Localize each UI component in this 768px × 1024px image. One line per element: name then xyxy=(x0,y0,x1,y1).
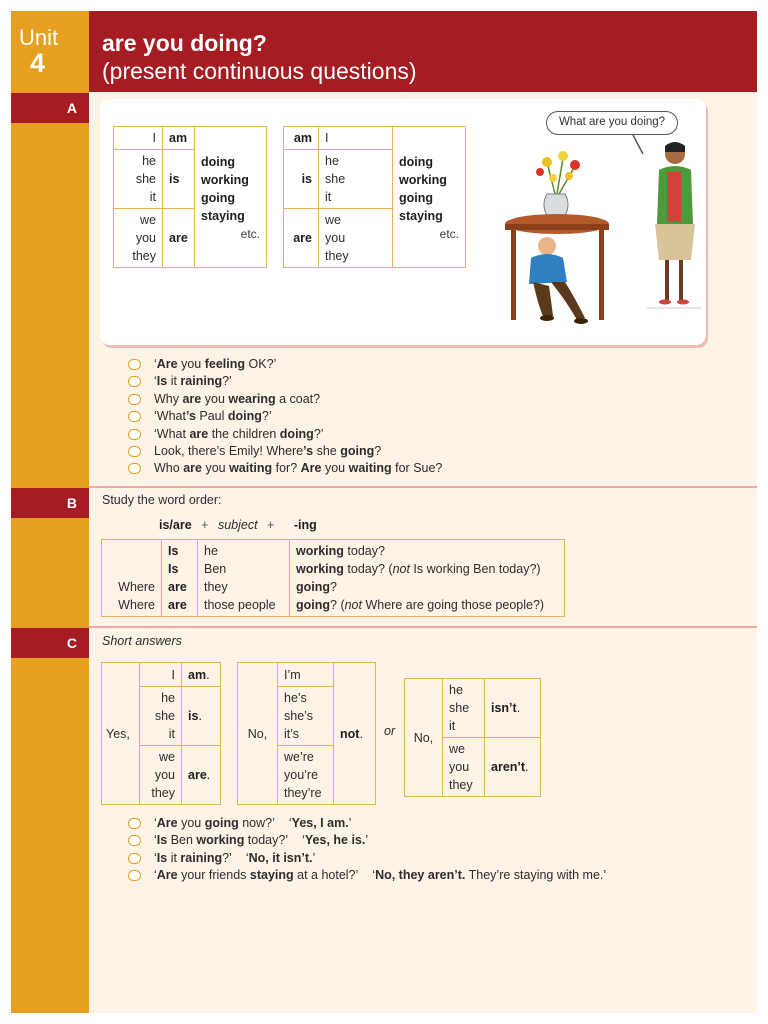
short-answer-no-table xyxy=(237,662,376,805)
text-part: Who xyxy=(154,461,184,476)
subject-cell xyxy=(114,209,163,268)
wh-word: Where xyxy=(118,598,155,612)
text-part: ‘ xyxy=(154,374,157,389)
text-part: Paul xyxy=(195,409,228,424)
list-item: ‘Are your friends staying at a hotel?’ ‘No, they aren’t. They’re staying with me.’ xyxy=(128,867,606,884)
list-item xyxy=(128,356,442,373)
contraction: we’re xyxy=(284,750,314,764)
verb-cell xyxy=(182,663,221,687)
text-bold: feeling xyxy=(204,357,246,371)
short-answer-yes-table xyxy=(101,662,221,805)
subject-he: he xyxy=(161,691,175,705)
ing-word: going xyxy=(296,580,331,594)
section-a-examples xyxy=(128,356,442,478)
text-part: Ben xyxy=(167,833,197,848)
word-order-table xyxy=(101,539,565,617)
period: . xyxy=(525,760,529,774)
text-bold: Is xyxy=(156,833,168,848)
verb-word: are xyxy=(168,580,187,594)
subject-cell: I xyxy=(140,663,182,687)
subject-word: he xyxy=(204,544,218,558)
ing-line xyxy=(296,542,558,560)
subject-she: she xyxy=(325,172,346,186)
subject-they: they xyxy=(449,778,473,792)
wh-word: Where xyxy=(118,580,155,594)
subject-it: it xyxy=(449,719,456,733)
not-word: not xyxy=(392,562,410,576)
text-part: you xyxy=(177,357,205,371)
ing-form: doing xyxy=(201,155,236,169)
text-part: you xyxy=(201,391,229,406)
subject-cell xyxy=(443,679,485,738)
ing-form: staying xyxy=(399,209,443,223)
verb-cell xyxy=(485,738,541,797)
text-part: she xyxy=(313,444,341,459)
text-part: it xyxy=(167,850,181,865)
contraction: she’s xyxy=(284,709,313,723)
subject-they: they xyxy=(325,249,349,263)
text-part: the children xyxy=(208,426,280,441)
text-part: They’re staying with me.’ xyxy=(465,868,607,883)
text-bold: going xyxy=(340,444,375,459)
ing-word: working xyxy=(296,544,344,558)
contraction-cell xyxy=(278,663,334,687)
verb-word: aren’t xyxy=(491,760,526,774)
text-part: ? xyxy=(330,580,337,594)
contraction: it’s xyxy=(284,727,300,741)
list-item xyxy=(128,460,442,477)
text-part: ?’ xyxy=(261,409,272,424)
verb-word: are xyxy=(188,768,207,782)
circle-bullet-icon xyxy=(128,411,141,422)
subject-they: they xyxy=(132,249,156,263)
contraction-cell xyxy=(278,687,334,746)
not-word: not xyxy=(344,598,362,612)
subject-cell xyxy=(140,746,182,805)
subject-we: we xyxy=(159,750,175,764)
text-bold: ’s xyxy=(185,409,196,424)
verb-cell: am xyxy=(284,127,319,150)
text-bold: Is xyxy=(156,850,168,865)
text-part: you xyxy=(321,461,349,476)
circle-bullet-icon xyxy=(128,446,141,457)
ing-form: staying xyxy=(201,209,245,223)
text-part: OK?’ xyxy=(245,357,277,371)
subject-cell xyxy=(319,209,393,268)
text-part: ?’ xyxy=(222,374,232,389)
no-cell: No, xyxy=(238,663,278,805)
text-part: Look, there’s Emily! Where xyxy=(154,444,304,459)
verb-word: are xyxy=(168,598,187,612)
text-part: Is working Ben today?) xyxy=(409,562,541,576)
period: . xyxy=(206,768,211,782)
formula-plus: + xyxy=(267,518,275,532)
text-part: it xyxy=(167,374,181,389)
text-bold: doing xyxy=(227,409,262,424)
subject-cell xyxy=(319,150,393,209)
text-part: ?’ xyxy=(222,850,232,865)
text-bold: staying xyxy=(249,868,294,883)
etc-label: etc. xyxy=(240,227,260,241)
subject-word: those people xyxy=(204,598,276,612)
subject-cell xyxy=(198,540,290,617)
page-title: are you doing? xyxy=(102,30,267,56)
verb-cell: are xyxy=(163,209,195,268)
formula-verb: is/are xyxy=(159,518,192,532)
subject-he: he xyxy=(449,683,463,697)
ing-line xyxy=(296,560,558,578)
section-tab-a: A xyxy=(11,93,89,123)
verb-cell: is xyxy=(163,150,195,209)
subject-she: she xyxy=(135,172,156,186)
text-bold: ’s xyxy=(303,444,314,459)
ing-line xyxy=(296,578,558,596)
ing-form: working xyxy=(399,173,447,187)
circle-bullet-icon xyxy=(128,853,141,864)
ing-word: going xyxy=(296,598,331,612)
ing-form: going xyxy=(201,191,236,205)
section-tab-b: B xyxy=(11,488,89,518)
text-bold: are xyxy=(182,391,202,406)
circle-bullet-icon xyxy=(128,359,141,370)
text-part: today? ( xyxy=(343,562,393,576)
subject-she: she xyxy=(449,701,470,715)
text-part: for? xyxy=(272,461,301,476)
subject-cell: I xyxy=(114,127,163,150)
list-item: ‘Are you going now?’ ‘Yes, I am.’ xyxy=(128,815,606,832)
subject-cell: I xyxy=(319,127,393,150)
formula-ing: -ing xyxy=(293,518,317,532)
circle-bullet-icon xyxy=(128,818,141,829)
list-item xyxy=(128,373,442,390)
section-divider xyxy=(89,486,757,488)
text-bold: are xyxy=(189,426,209,441)
period: . xyxy=(206,667,210,682)
subject-cell xyxy=(140,687,182,746)
contraction-cell xyxy=(278,746,334,805)
section-c-examples xyxy=(128,815,606,885)
text-part: you xyxy=(201,461,230,476)
text-part: ‘What xyxy=(154,426,190,441)
short-answer: No, it isn’t. xyxy=(248,850,313,865)
not-cell xyxy=(334,663,376,805)
wh-word xyxy=(108,542,155,560)
period: . xyxy=(359,726,363,741)
short-answer: No, they aren’t. xyxy=(375,868,466,883)
text-bold: going xyxy=(204,816,239,830)
subject-cell xyxy=(114,150,163,209)
list-item xyxy=(128,443,442,460)
text-bold: raining xyxy=(180,374,223,389)
not-word: not xyxy=(340,726,360,741)
circle-bullet-icon xyxy=(128,835,141,846)
page-subtitle: (present continuous questions) xyxy=(102,58,417,84)
subject-he: he xyxy=(142,154,156,168)
list-item xyxy=(128,408,442,425)
ing-form: going xyxy=(399,191,434,205)
or-label: or xyxy=(384,724,396,738)
circle-bullet-icon xyxy=(128,429,141,440)
flowers-icon xyxy=(536,151,580,194)
text-part: ‘ xyxy=(154,357,157,371)
text-bold: Are xyxy=(156,816,178,830)
text-bold: Is xyxy=(156,374,168,389)
subject-we: we xyxy=(449,742,465,756)
subject-it: it xyxy=(168,727,175,741)
circle-bullet-icon xyxy=(128,376,141,387)
no-cell: No, xyxy=(405,679,443,797)
text-bold: working xyxy=(196,833,245,848)
period: . xyxy=(198,709,202,723)
circle-bullet-icon xyxy=(128,870,141,881)
unit-label: Unit xyxy=(19,25,59,50)
text-part: ? ( xyxy=(330,598,345,612)
circle-bullet-icon xyxy=(128,394,141,405)
text-bold: Are xyxy=(156,868,178,883)
subject-we: we xyxy=(140,213,156,227)
text-bold: wearing xyxy=(228,391,276,406)
short-answer: Yes, I am. xyxy=(291,816,349,830)
illustration-man-under-table xyxy=(495,132,705,332)
subject-it: it xyxy=(325,190,332,204)
text-part: Why xyxy=(154,391,183,406)
text-bold: waiting xyxy=(229,461,273,476)
section-b-intro: Study the word order: xyxy=(102,493,222,507)
text-bold: are xyxy=(183,461,202,476)
text-part: you xyxy=(177,816,205,830)
question-table xyxy=(283,126,466,268)
list-item: ‘Is it raining?’ ‘No, it isn’t.’ xyxy=(128,850,606,867)
verb-cell xyxy=(182,687,221,746)
text-part: for Sue? xyxy=(391,461,443,476)
subject-you: you xyxy=(154,768,175,782)
ing-word: working xyxy=(296,562,344,576)
circle-bullet-icon xyxy=(128,463,141,474)
list-item xyxy=(128,391,442,408)
text-bold: doing xyxy=(279,426,314,441)
subject-word: Ben xyxy=(204,562,227,576)
etc-label: etc. xyxy=(439,227,459,241)
word-order-formula xyxy=(159,518,323,532)
verb-cell xyxy=(485,679,541,738)
verb-cell: is xyxy=(284,150,319,209)
verb-word: is xyxy=(188,709,199,723)
verb-cell xyxy=(162,540,198,617)
short-answer-no2-table xyxy=(404,678,541,797)
verb-cell: am xyxy=(163,127,195,150)
verb-cell: are xyxy=(284,209,319,268)
text-bold: raining xyxy=(180,850,223,865)
subject-he: he xyxy=(325,154,339,168)
ing-form: doing xyxy=(399,155,434,169)
wh-word xyxy=(108,560,155,578)
verb-word: isn’t xyxy=(491,701,517,715)
subject-it: it xyxy=(149,190,156,204)
subject-they: they xyxy=(151,786,175,800)
yes-cell: Yes, xyxy=(102,663,140,805)
verb-word: am xyxy=(188,667,207,682)
section-c-intro: Short answers xyxy=(102,634,182,648)
formula-plus: + xyxy=(201,518,209,532)
verb-word: Is xyxy=(168,544,179,558)
text-part: ?’ xyxy=(313,426,324,441)
ing-cell xyxy=(290,540,565,617)
ing-line xyxy=(296,596,558,614)
subject-you: you xyxy=(325,231,346,245)
subject-word: they xyxy=(204,580,228,594)
text-bold: waiting xyxy=(348,461,392,476)
verb-word: Is xyxy=(168,562,179,576)
speech-bubble: What are you doing? xyxy=(546,111,678,135)
text-part: a coat? xyxy=(275,391,321,406)
text-part: at a hotel?’ xyxy=(293,868,359,883)
subject-cell xyxy=(443,738,485,797)
subject-you: you xyxy=(135,231,156,245)
section-divider xyxy=(89,626,757,628)
ing-form: working xyxy=(201,173,249,187)
list-item: ‘Is Ben working today?’ ‘Yes, he is.’ xyxy=(128,832,606,849)
text-part: ? xyxy=(374,444,382,459)
text-part: today?’ xyxy=(244,833,289,848)
text-bold: Are xyxy=(156,357,178,371)
text-part: now?’ xyxy=(238,816,275,830)
statement-table xyxy=(113,126,267,268)
list-item xyxy=(128,426,442,443)
text-bold: Are xyxy=(300,461,322,476)
subject-we: we xyxy=(325,213,341,227)
text-part: your friends xyxy=(177,868,250,883)
short-answer: Yes, he is. xyxy=(304,833,366,848)
contraction: you’re xyxy=(284,768,319,782)
text-part: ‘What xyxy=(154,409,186,424)
ing-column xyxy=(195,127,267,268)
formula-subject: subject xyxy=(217,518,258,532)
ing-column xyxy=(393,127,466,268)
contraction: I’m xyxy=(284,667,301,682)
contraction: he’s xyxy=(284,691,307,705)
wh-cell xyxy=(102,540,162,617)
contraction: they’re xyxy=(284,786,322,800)
text-part: Where are going those people?) xyxy=(362,598,545,612)
text-part: today? xyxy=(343,544,385,558)
unit-number: 4 xyxy=(30,48,46,78)
subject-you: you xyxy=(449,760,470,774)
subject-she: she xyxy=(154,709,175,723)
period: . xyxy=(516,701,521,715)
verb-cell xyxy=(182,746,221,805)
section-tab-c: C xyxy=(11,628,89,658)
